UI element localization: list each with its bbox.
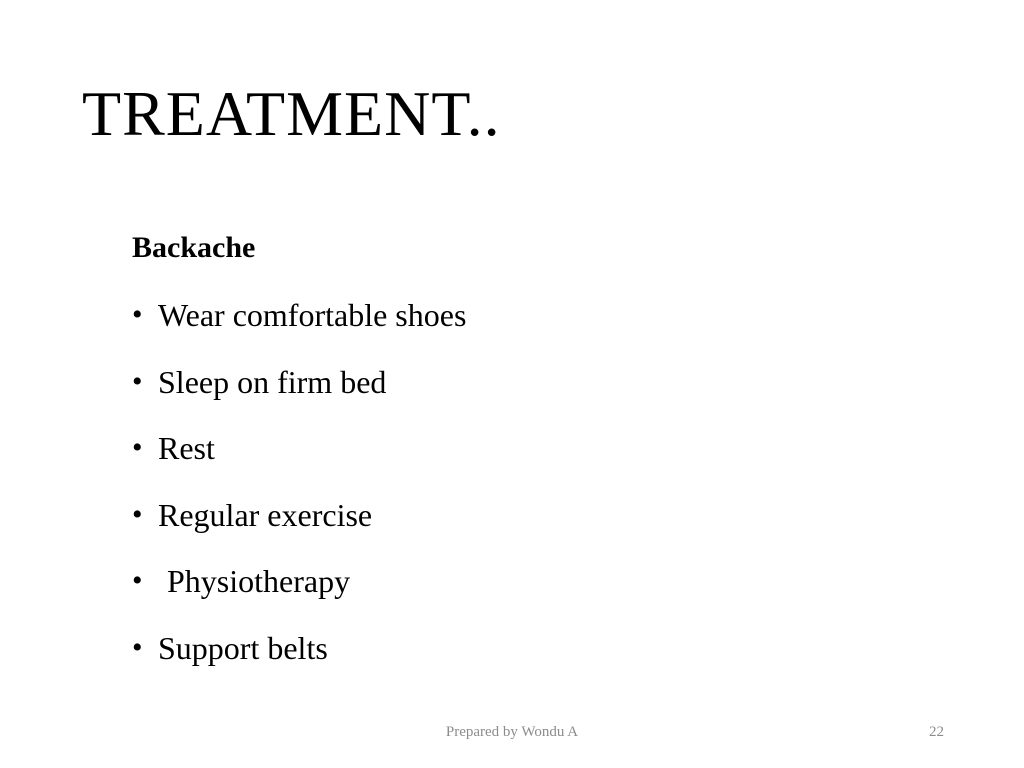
bullet-icon: • [132, 497, 143, 531]
bullet-text: Support belts [158, 629, 328, 666]
bullet-text: Wear comfortable shoes [158, 297, 467, 333]
bullet-text: Physiotherapy [167, 563, 351, 599]
slide-content [132, 228, 832, 694]
list-item [132, 561, 832, 601]
list-item [132, 628, 832, 668]
slide-title: TREATMENT.. [82, 78, 501, 149]
subheading: Backache [132, 231, 256, 264]
list-item [132, 495, 832, 535]
list-item [132, 362, 832, 402]
bullet-icon: • [132, 630, 143, 664]
list-item [132, 295, 832, 335]
page-number: 22 [929, 724, 944, 740]
bullet-text: Sleep on firm bed [158, 363, 387, 400]
bullet-icon: • [132, 364, 143, 398]
bullet-icon: • [132, 298, 143, 331]
bullet-icon: • [132, 431, 143, 464]
bullet-list [132, 295, 832, 668]
list-item [132, 428, 832, 468]
bullet-icon: • [132, 564, 143, 597]
footer-text: Prepared by Wondu A [445, 724, 579, 740]
bullet-text: Regular exercise [158, 496, 373, 533]
bullet-text: Rest [158, 430, 215, 466]
